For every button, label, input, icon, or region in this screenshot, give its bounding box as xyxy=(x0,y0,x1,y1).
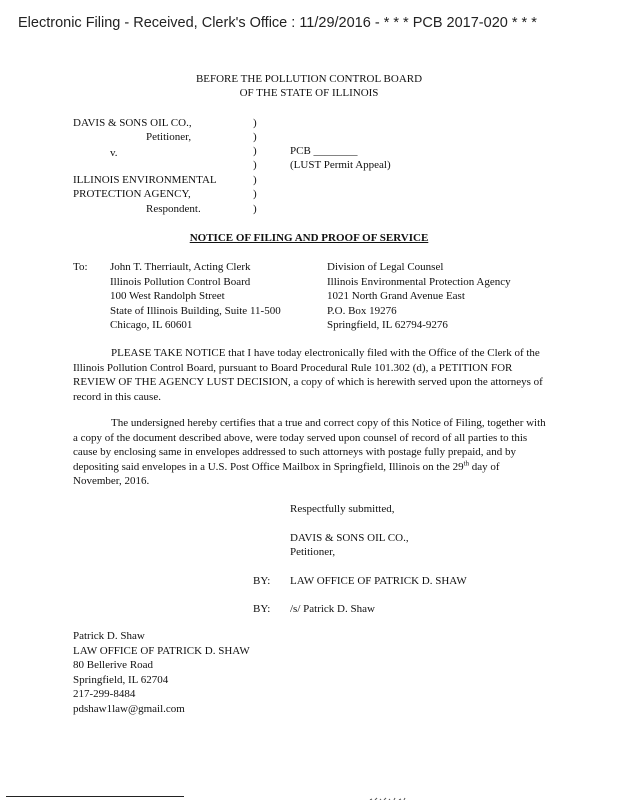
board-heading-line1: BEFORE THE POLLUTION CONTROL BOARD xyxy=(195,73,423,85)
petitioner-role: Petitioner, xyxy=(146,131,192,143)
petitioner-name: DAVIS & SONS OIL CO., xyxy=(73,117,192,129)
address-line: P.O. Box 19276 xyxy=(327,304,397,317)
to-label: To: xyxy=(73,261,88,273)
address-line: Division of Legal Counsel xyxy=(327,261,444,273)
recipient-agency xyxy=(327,260,511,333)
address-line: Chicago, IL 60601 xyxy=(110,319,193,331)
case-type: (LUST Permit Appeal) xyxy=(290,159,391,171)
counsel-line: 80 Bellerive Road xyxy=(73,659,154,671)
by-label: BY: xyxy=(253,603,271,615)
caption-paren: ) xyxy=(253,145,257,157)
closing-line: Respectfully submitted, xyxy=(290,503,395,515)
certificate-text: The undersigned hereby certifies that a true and correct copy of this Notice of Filing, together with a copy of the document described above, were today served upon counsel of record of all parties to this cause by enclosing same in envelopes addressed to such attorneys with postage fully prepaid, and by depositing said envelopes in a U.S. Post Office Mailbox in Springfield, Illinois on the 29 xyxy=(73,417,546,473)
versus-label: v. xyxy=(110,147,118,159)
caption-paren: ) xyxy=(253,131,257,143)
address-line: Illinois Pollution Control Board xyxy=(110,275,251,288)
ordinal-suffix: th xyxy=(463,458,470,467)
address-line: John T. Therriault, Acting Clerk xyxy=(110,261,251,273)
case-number xyxy=(290,144,358,159)
footnote-rule xyxy=(6,796,184,797)
counsel-line: Patrick D. Shaw xyxy=(73,630,145,642)
caption-paren: ) xyxy=(253,188,257,200)
counsel-line: LAW OFFICE OF PATRICK D. SHAW xyxy=(73,644,250,657)
counsel-email: pdshaw1law@gmail.com xyxy=(73,702,185,715)
signature-firm: LAW OFFICE OF PATRICK D. SHAW xyxy=(290,575,467,587)
respondent-name-line2: PROTECTION AGENCY, xyxy=(73,188,191,200)
certificate-paragraph xyxy=(73,416,548,489)
address-line: State of Illinois Building, Suite 11-500 xyxy=(110,304,281,317)
caption-paren: ) xyxy=(253,117,257,129)
board-heading-line2: OF THE STATE OF ILLINOIS xyxy=(239,87,379,99)
electronic-filing-banner: Electronic Filing - Received, Clerk's Office : 11/29/2016 - * * * PCB 2017-020 * * * xyxy=(18,15,537,31)
notice-paragraph: PLEASE TAKE NOTICE that I have today electronically filed with the Office of the Clerk of the Illinois Pollution Control Board, pursuant to Board Procedural Rule 101.302 (d), a PETITION FOR REVIEW OF THE AGENCY LUST DECISION, a copy of which is herewith served upon the attorneys of record in this cause. xyxy=(73,347,543,403)
address-line: 100 West Randolph Street xyxy=(110,290,225,302)
counsel-line: 217-299-8484 xyxy=(73,688,136,700)
counsel-block xyxy=(73,629,250,716)
case-label: PCB xyxy=(290,145,311,157)
counsel-line: Springfield, IL 62704 xyxy=(73,673,169,686)
address-line: Illinois Environmental Protection Agency xyxy=(327,275,511,288)
signature-party: DAVIS & SONS OIL CO., xyxy=(290,532,409,544)
recipient-clerk xyxy=(110,260,281,333)
respondent-role: Respondent. xyxy=(146,203,201,215)
cropped-page-fragment-graphic xyxy=(368,794,414,800)
notice-title: NOTICE OF FILING AND PROOF OF SERVICE xyxy=(189,232,429,244)
by-label: BY: xyxy=(253,575,271,587)
caption-paren: ) xyxy=(253,174,257,186)
address-line: 1021 North Grand Avenue East xyxy=(327,290,465,302)
caption-paren: ) xyxy=(253,203,257,215)
respondent-name-line1: ILLINOIS ENVIRONMENTAL xyxy=(73,174,217,186)
cropped-page-fragment xyxy=(368,792,414,800)
electronic-signature: /s/ Patrick D. Shaw xyxy=(290,603,375,615)
signature-role: Petitioner, xyxy=(290,546,336,558)
certificate-date-tail: day of November, 2016. xyxy=(73,460,500,487)
address-line: Springfield, IL 62794-9276 xyxy=(327,319,448,331)
caption-paren: ) xyxy=(253,159,257,171)
case-number-blank: ________ xyxy=(313,145,358,157)
